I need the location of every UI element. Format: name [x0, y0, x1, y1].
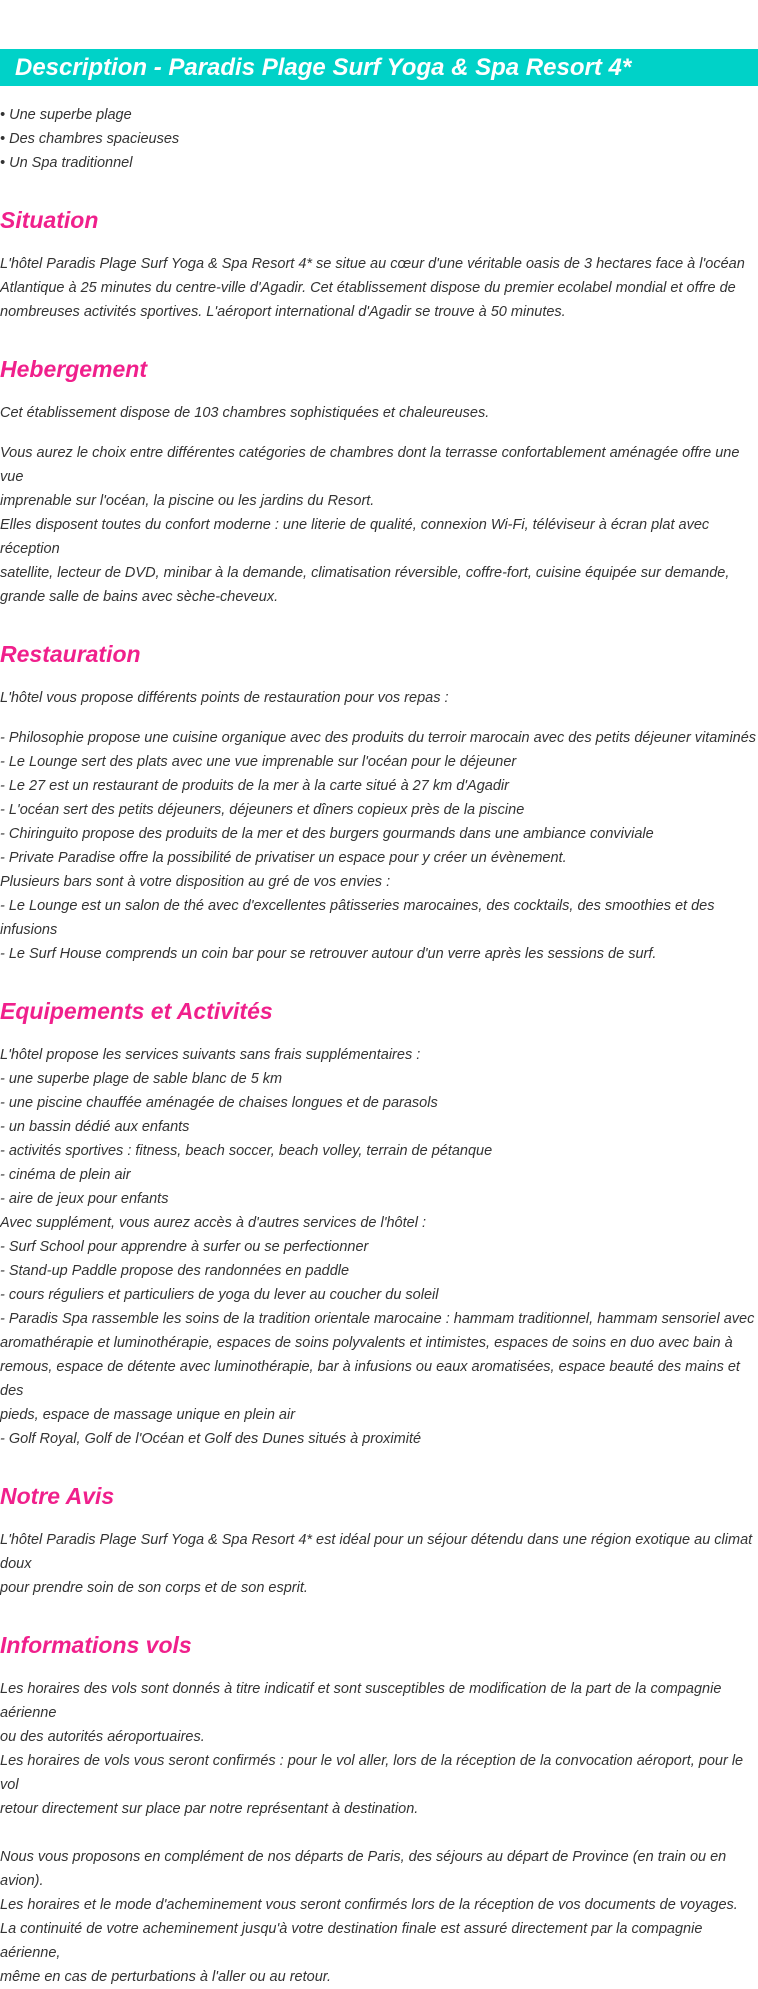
list-item: - activités sportives : fitness, beach soccer, beach volley, terrain de pétanque: [0, 1143, 493, 1159]
vols-text-2: [0, 1845, 758, 1989]
section-title-vols: Informations vols: [0, 1632, 192, 1658]
list-item: - cours réguliers et particuliers de yoga du lever au coucher du soleil: [0, 1287, 439, 1303]
list-item: • Un Spa traditionnel: [0, 155, 133, 171]
list-item: - une piscine chauffée aménagée de chaises longues et de parasols: [0, 1095, 438, 1111]
list-item: Avec supplément, vous aurez accès à d'autres services de l'hôtel :: [0, 1215, 426, 1231]
section-title-situation: Situation: [0, 207, 99, 233]
hebergement-text: [0, 441, 758, 609]
list-item: - aire de jeux pour enfants: [0, 1191, 169, 1207]
equipements-list: [0, 1043, 758, 1451]
list-item: - Le Surf House comprends un coin bar pour se retrouver autour d'un verre après les sessions de surf.: [0, 946, 657, 962]
text-line: pour prendre soin de son corps et de son esprit.: [0, 1580, 308, 1596]
avis-text: [0, 1528, 758, 1600]
list-item: - Stand-up Paddle propose des randonnées en paddle: [0, 1263, 350, 1279]
text-line: Atlantique à 25 minutes du centre-ville d'Agadir. Cet établissement dispose du premier ecolabel mondial et offre de: [0, 280, 736, 296]
text-line: satellite, lecteur de DVD, minibar à la demande, climatisation réversible, coffre-fort, cuisine équipée sur demande,: [0, 565, 730, 581]
restauration-intro: L'hôtel vous propose différents points de restauration pour vos repas :: [0, 690, 449, 706]
description-content: [0, 103, 758, 1989]
section-title-restauration: Restauration: [0, 641, 141, 667]
text-line: même en cas de perturbations à l'aller ou au retour.: [0, 1969, 332, 1985]
text-line: Les horaires de vols vous seront confirmés : pour le vol aller, lors de la réception de la convocation aéroport, pour le vol: [0, 1753, 744, 1793]
list-item: • Des chambres spacieuses: [0, 131, 180, 147]
vols-text-1: [0, 1677, 758, 1821]
list-item: pieds, espace de massage unique en plein air: [0, 1407, 296, 1423]
situation-text: [0, 252, 758, 324]
section-title-avis: Notre Avis: [0, 1483, 115, 1509]
description-banner: Description - Paradis Plage Surf Yoga & Spa Resort 4*: [0, 49, 758, 86]
list-item: - cinéma de plein air: [0, 1167, 131, 1183]
list-item: Plusieurs bars sont à votre disposition au gré de vos envies :: [0, 874, 391, 890]
text-line: imprenable sur l'océan, la piscine ou les jardins du Resort.: [0, 493, 375, 509]
text-line: retour directement sur place par notre représentant à destination.: [0, 1801, 419, 1817]
text-line: L'hôtel Paradis Plage Surf Yoga & Spa Resort 4* se situe au cœur d'une véritable oasis de 3 hectares face à l'océan: [0, 256, 745, 272]
text-line: nombreuses activités sportives. L'aéroport international d'Agadir se trouve à 50 minutes.: [0, 304, 566, 320]
text-line: Vous aurez le choix entre différentes catégories de chambres dont la terrasse confortablement aménagée offre une vue: [0, 445, 740, 485]
list-item: - Surf School pour apprendre à surfer ou se perfectionner: [0, 1239, 369, 1255]
highlights-list: [0, 103, 758, 175]
list-item: aromathérapie et luminothérapie, espaces de soins polyvalents et intimistes, espaces de soins en duo avec bain à: [0, 1335, 733, 1351]
text-line: Les horaires et le mode d'acheminement vous seront confirmés lors de la réception de vos documents de voyages.: [0, 1897, 738, 1913]
list-item: - un bassin dédié aux enfants: [0, 1119, 190, 1135]
list-item: - Golf Royal, Golf de l'Océan et Golf des Dunes situés à proximité: [0, 1431, 422, 1447]
text-line: La continuité de votre acheminement jusqu'à votre destination finale est assuré directement par la compagnie aérienne,: [0, 1921, 703, 1961]
list-item: - Private Paradise offre la possibilité de privatiser un espace pour y créer un évènement.: [0, 850, 567, 866]
list-item: - Le 27 est un restaurant de produits de la mer à la carte situé à 27 km d'Agadir: [0, 778, 509, 794]
list-item: - Paradis Spa rassemble les soins de la tradition orientale marocaine : hammam traditionnel, hammam sensoriel avec: [0, 1311, 755, 1327]
text-line: Les horaires des vols sont donnés à titre indicatif et sont susceptibles de modification de la part de la compagnie aérienne: [0, 1681, 722, 1721]
text-line: L'hôtel Paradis Plage Surf Yoga & Spa Resort 4* est idéal pour un séjour détendu dans une région exotique au climat doux: [0, 1532, 753, 1572]
text-line: Elles disposent toutes du confort moderne : une literie de qualité, connexion Wi-Fi, téléviseur à écran plat avec réception: [0, 517, 710, 557]
restauration-list: [0, 726, 758, 966]
hebergement-intro: Cet établissement dispose de 103 chambres sophistiquées et chaleureuses.: [0, 405, 490, 421]
list-item: - L'océan sert des petits déjeuners, déjeuners et dîners copieux près de la piscine: [0, 802, 525, 818]
section-title-equipements: Equipements et Activités: [0, 998, 273, 1024]
text-line: grande salle de bains avec sèche-cheveux.: [0, 589, 279, 605]
list-item: - Chiringuito propose des produits de la mer et des burgers gourmands dans une ambiance conviviale: [0, 826, 654, 842]
list-item: - une superbe plage de sable blanc de 5 km: [0, 1071, 283, 1087]
list-item: L'hôtel propose les services suivants sans frais supplémentaires :: [0, 1047, 421, 1063]
list-item: - Philosophie propose une cuisine organique avec des produits du terroir marocain avec des petits déjeuner vitaminés: [0, 730, 757, 746]
list-item: - Le Lounge est un salon de thé avec d'excellentes pâtisseries marocaines, des cocktails, des smoothies et des infusions: [0, 898, 715, 938]
list-item: • Une superbe plage: [0, 107, 132, 123]
text-line: ou des autorités aéroportuaires.: [0, 1729, 205, 1745]
section-title-hebergement: Hebergement: [0, 356, 147, 382]
list-item: remous, espace de détente avec luminothérapie, bar à infusions ou eaux aromatisées, espace beauté des mains et des: [0, 1359, 740, 1399]
list-item: - Le Lounge sert des plats avec une vue imprenable sur l'océan pour le déjeuner: [0, 754, 517, 770]
text-line: Nous vous proposons en complément de nos départs de Paris, des séjours au départ de Province (en train ou en avion).: [0, 1849, 727, 1889]
